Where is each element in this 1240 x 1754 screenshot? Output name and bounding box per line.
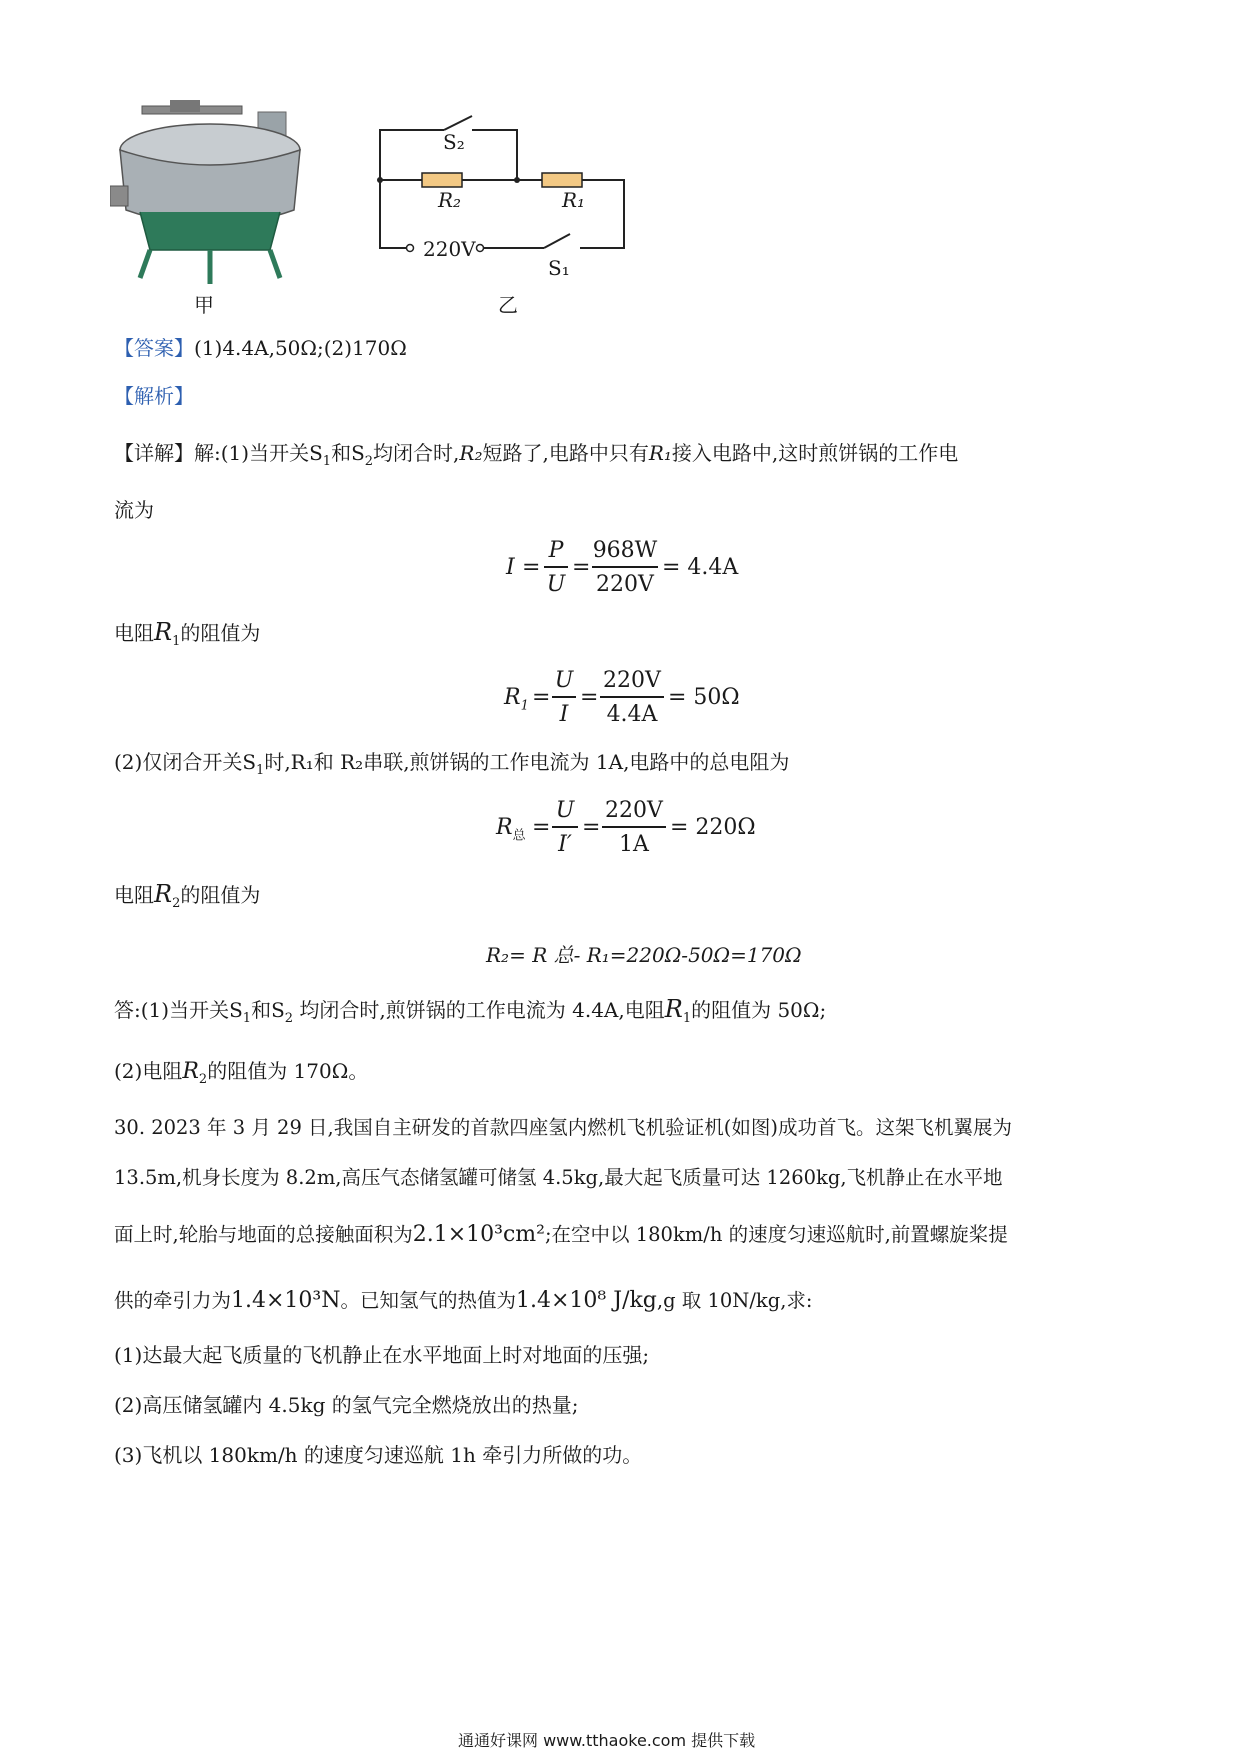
analysis-tag: 【解析】 bbox=[114, 384, 194, 408]
figure-caption-left: 甲 bbox=[194, 293, 214, 317]
label-s1: S₁ bbox=[548, 256, 570, 280]
answer-text: (1)4.4A,50Ω;(2)170Ω bbox=[194, 336, 407, 360]
q30-line-2: 13.5m,机身长度为 8.2m,高压气态储氢罐可储氢 4.5kg,最大起飞质量可达 1260kg,飞机静止在水平地 bbox=[114, 1166, 1003, 1189]
conclusion-line-2: (2)电阻$R_2$的阻值为 170Ω。 bbox=[114, 1059, 369, 1087]
detail-line-3: 电阻$R_1$的阻值为 bbox=[114, 618, 261, 649]
equation-r2: R₂= R 总- R₁=220Ω-50Ω=170Ω bbox=[486, 943, 802, 967]
footer-credit: 通通好课网 www.tthaoke.com 提供下载 bbox=[458, 1731, 756, 1750]
detail-line-4: (2)仅闭合开关$S_1$时,R₁和 R₂串联,煎饼锅的工作电流为 1A,电路中的总电阻为 bbox=[114, 750, 790, 778]
q30-line-4: 供的牵引力为1.4×10³N。已知氢气的热值为1.4×10⁸ J/kg,g 取 10N/kg,求: bbox=[114, 1288, 813, 1313]
label-r1: R₁ bbox=[562, 188, 586, 212]
q30-line-1: 30. 2023 年 3 月 29 日,我国自主研发的首款四座氢内燃机飞机验证机(如图)成功首飞。这架飞机翼展为 bbox=[114, 1116, 1012, 1139]
answer-tag: 【答案】 bbox=[114, 336, 194, 360]
q30-sub-1: (1)达最大起飞质量的飞机静止在水平地面上时对地面的压强; bbox=[114, 1343, 650, 1367]
figure-caption-right: 乙 bbox=[498, 293, 518, 317]
q30-sub-3: (3)飞机以 180km/h 的速度匀速巡航 1h 牵引力所做的功。 bbox=[114, 1443, 643, 1467]
answer-line bbox=[114, 338, 407, 358]
circuit-diagram bbox=[372, 110, 642, 280]
label-s2: S₂ bbox=[443, 130, 465, 154]
label-r2: R₂ bbox=[438, 188, 462, 212]
label-220v: 220V bbox=[423, 237, 476, 261]
q30-line-3: 面上时,轮胎与地面的总接触面积为2.1×10³cm²;在空中以 180km/h 的速度匀速巡航时,前置螺旋桨提 bbox=[114, 1222, 1008, 1247]
detail-line-2: 流为 bbox=[114, 498, 154, 522]
detail-line-5: 电阻$R_2$的阻值为 bbox=[114, 880, 261, 911]
pancake-pan-illustration bbox=[110, 100, 310, 290]
detail-line-1: 【详解】解:(1)当开关$S_1$和$S_2$均闭合时,R₂短路了,电路中只有R₁接入电路中,这时煎饼锅的工作电 bbox=[114, 441, 959, 469]
conclusion-line-1: 答:(1)当开关$S_1$和$S_2$ 均闭合时,煎饼锅的工作电流为 4.4A,电阻$R_1$的阻值为 50Ω; bbox=[114, 995, 827, 1026]
q30-sub-2: (2)高压储氢罐内 4.5kg 的氢气完全燃烧放出的热量; bbox=[114, 1393, 579, 1417]
